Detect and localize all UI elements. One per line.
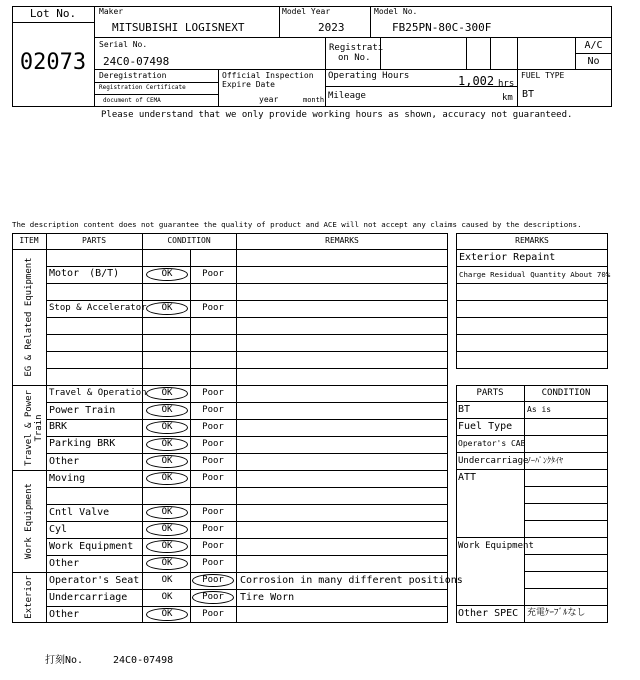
other-spec-value: 充電ｹｰﾌﾞﾙなし (527, 608, 586, 618)
att-label: ATT (458, 472, 477, 483)
registration-label-2: on No. (338, 53, 371, 63)
other-spec-label: Other SPEC (458, 608, 519, 619)
ac-label: A/C (584, 40, 603, 51)
maker-value: MITSUBISHI LOGISNEXT (112, 21, 245, 34)
cema-label: document of CEMA (103, 97, 161, 104)
poor-label: Poor (202, 575, 224, 585)
ac-value: No (587, 56, 600, 67)
poor-label: Poor (202, 388, 224, 398)
bt-value: As is (527, 405, 552, 414)
poor-label: Poor (202, 507, 224, 517)
operating-hours-label: Operating Hours (328, 71, 410, 81)
remark-line-2: Charge Residual Quantity About 70% (459, 270, 611, 279)
km-unit: km (502, 93, 513, 103)
part-stop-accelerator: Stop & Accelerator (49, 303, 147, 313)
poor-label: Poor (202, 473, 224, 483)
ok-label: OK (161, 473, 173, 483)
part-moving: Moving (49, 473, 86, 484)
col-condition: CONDITION (167, 236, 211, 245)
month-label: month (303, 96, 325, 104)
section-eg: EG & Related Equipment (24, 257, 34, 377)
ok-label: OK (161, 524, 173, 534)
section-work: Work Equipment (24, 483, 34, 559)
year-label: year (259, 95, 279, 104)
poor-label: Poor (202, 524, 224, 534)
ok-label: OK (161, 405, 173, 415)
maker-label: Maker (99, 7, 124, 16)
remark-operators-seat: Corrosion in many different positions (240, 575, 463, 586)
deregistration-label: Deregistration (99, 71, 167, 80)
part-power-train: Power Train (49, 405, 116, 416)
ok-label: OK (161, 609, 173, 619)
registration-certificate-label: Registration Certificate (99, 84, 186, 91)
section-travel: Travel & Power (24, 390, 34, 466)
fuel-type-value: BT (522, 89, 535, 100)
part-motor: Motor (B/T) (49, 268, 120, 279)
poor-label: Poor (202, 269, 224, 279)
remarks-header: REMARKS (515, 236, 549, 245)
part-other: Other (49, 558, 80, 569)
inspection-label: Official Inspection (222, 71, 314, 80)
poor-label: Poor (202, 439, 224, 449)
remark-line-1: Exterior Repaint (459, 252, 556, 263)
stamp-value: 24C0-07498 (113, 655, 174, 666)
poor-label: Poor (202, 541, 224, 551)
serial-value: 24C0-07498 (103, 55, 170, 68)
condition-col-header: CONDITION (541, 388, 591, 398)
serial-label: Serial No. (99, 40, 148, 49)
stamp-label: 打刻No. (45, 655, 84, 666)
undercarriage-value: ﾉｰﾊﾟﾝｸﾀｲﾔ (527, 456, 563, 465)
ok-label: OK (161, 592, 173, 602)
registration-label: Registrati (329, 43, 384, 53)
part-operators-seat: Operator's Seat (49, 575, 140, 586)
model-year-value: 2023 (318, 21, 345, 34)
section-exterior: Exterior (24, 575, 34, 619)
notice-text: Please understand that we only provide working hours as shown, accuracy not guaranteed. (101, 110, 573, 120)
disclaimer-text: The description content does not guarantee the quality of product and ACE will not accept any claims caused by the descriptions. (12, 220, 582, 229)
part-other: Other (49, 456, 80, 467)
model-no-label: Model No. (374, 7, 418, 16)
ok-label: OK (161, 422, 173, 432)
hrs-unit: hrs (498, 79, 515, 89)
ok-label: OK (161, 575, 173, 585)
ok-label: OK (161, 439, 173, 449)
part-cyl: Cyl (49, 524, 68, 535)
col-item: ITEM (19, 236, 39, 245)
poor-label: Poor (202, 592, 224, 602)
part-cntl-valve: Cntl Valve (49, 507, 110, 518)
bt-label: BT (458, 404, 471, 415)
ok-label: OK (161, 456, 173, 466)
model-no-value: FB25PN-80C-300F (392, 21, 492, 34)
part-work-equipment: Work Equipment (49, 541, 134, 552)
parts-col-header: PARTS (476, 388, 504, 398)
part-other: Other (49, 609, 80, 620)
ok-label: OK (161, 388, 173, 398)
poor-label: Poor (202, 609, 224, 619)
col-remarks: REMARKS (325, 236, 359, 245)
remark-undercarriage: Tire Worn (240, 592, 295, 603)
ok-label: OK (161, 269, 173, 279)
fuel-type-label: FUEL TYPE (521, 71, 565, 80)
work-equipment-label: Work Equipment (458, 541, 534, 551)
poor-label: Poor (202, 422, 224, 432)
fuel-type-row-label: Fuel Type (458, 421, 513, 432)
ok-label: OK (161, 507, 173, 517)
part-undercarriage: Undercarriage (49, 592, 128, 603)
operators-cab-label: Operator's CAB (458, 439, 526, 448)
ok-label: OK (161, 558, 173, 568)
inspection-label-2: Expire Date (222, 80, 275, 89)
poor-label: Poor (202, 303, 224, 313)
ok-label: OK (161, 303, 173, 313)
col-parts: PARTS (81, 236, 107, 245)
model-year-label: Model Year (282, 7, 331, 16)
mileage-label: Mileage (328, 91, 366, 101)
section-travel-2: Train (34, 414, 44, 442)
part-travel-operation: Travel & Operation (49, 388, 147, 398)
operating-hours-value: 1,002 (458, 74, 495, 88)
lot-number: 02073 (19, 50, 87, 75)
poor-label: Poor (202, 558, 224, 568)
poor-label: Poor (202, 405, 224, 415)
poor-label: Poor (202, 456, 224, 466)
part-parking-brk: Parking BRK (49, 438, 116, 449)
lot-label: Lot No. (29, 7, 77, 20)
part-brk: BRK (49, 421, 68, 432)
ok-label: OK (161, 541, 173, 551)
undercarriage-label: Undercarriage (458, 456, 529, 466)
